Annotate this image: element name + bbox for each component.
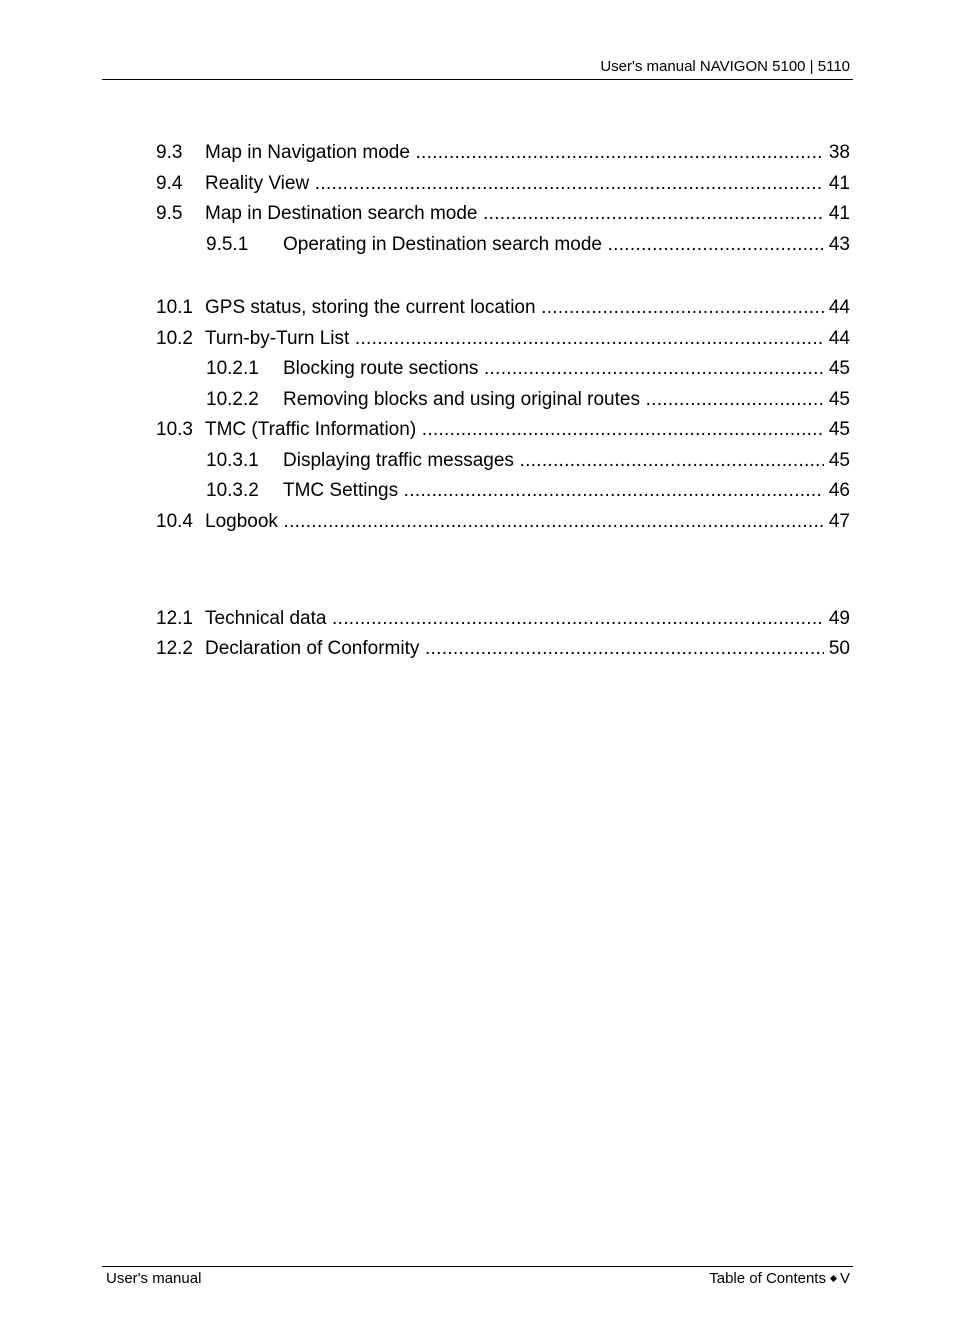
toc-number: 10.1 bbox=[156, 297, 193, 318]
toc-page: 38 bbox=[828, 142, 850, 163]
toc-number: 10.2.2 bbox=[206, 389, 259, 410]
toc-title: Map in Navigation mode ..... bbox=[205, 141, 824, 165]
toc-page: 44 bbox=[828, 328, 850, 349]
toc-subentry[interactable] bbox=[156, 479, 850, 503]
toc-number: 10.3 bbox=[156, 419, 193, 440]
toc-number: 12.1 bbox=[156, 608, 193, 629]
toc-title: Declaration of Conformity ..... bbox=[205, 637, 824, 661]
footer-section: Table of Contents bbox=[709, 1270, 826, 1287]
toc-title: TMC (Traffic Information) ..... bbox=[205, 418, 824, 442]
toc-number: 9.5.1 bbox=[206, 234, 249, 255]
toc-page: 46 bbox=[828, 480, 850, 501]
toc-number: 10.2 bbox=[156, 328, 193, 349]
toc-entry[interactable] bbox=[156, 327, 850, 351]
toc-title: Technical data ..... bbox=[205, 607, 824, 631]
toc-page: 41 bbox=[828, 173, 850, 194]
toc-number: 12.2 bbox=[156, 638, 193, 659]
toc-page: 43 bbox=[828, 234, 850, 255]
toc-title: Map in Destination search mode ..... bbox=[205, 202, 824, 226]
toc-number: 10.2.1 bbox=[206, 358, 259, 379]
toc-page: 44 bbox=[828, 297, 850, 318]
toc-number: 9.3 bbox=[156, 142, 183, 163]
toc-page: 49 bbox=[828, 608, 850, 629]
running-header: User's manual NAVIGON 5100 | 5110 bbox=[600, 58, 850, 75]
toc-title: TMC Settings ..... bbox=[283, 479, 824, 503]
toc-number: 10.3.2 bbox=[206, 480, 259, 501]
running-footer-left: User's manual bbox=[106, 1270, 202, 1287]
toc-title: GPS status, storing the current location ..... bbox=[205, 296, 824, 320]
page-number: V bbox=[839, 1270, 850, 1287]
toc-entry[interactable] bbox=[156, 202, 850, 226]
toc-entry[interactable] bbox=[156, 296, 850, 320]
running-footer-right bbox=[709, 1270, 850, 1288]
toc-entry[interactable] bbox=[156, 607, 850, 631]
toc-subentry[interactable] bbox=[156, 388, 850, 412]
toc-subentry[interactable] bbox=[156, 449, 850, 473]
toc-entry[interactable] bbox=[156, 637, 850, 661]
toc-number: 9.4 bbox=[156, 173, 183, 194]
toc-subentry[interactable] bbox=[156, 357, 850, 381]
diamond-icon bbox=[830, 1274, 837, 1281]
toc-page: 45 bbox=[828, 358, 850, 379]
toc-page: 45 bbox=[828, 450, 850, 471]
toc-page: 41 bbox=[828, 203, 850, 224]
toc-subentry[interactable] bbox=[156, 233, 850, 257]
toc-page: 50 bbox=[828, 638, 850, 659]
toc-number: 10.4 bbox=[156, 511, 193, 532]
footer-rule bbox=[102, 1266, 853, 1267]
toc-entry[interactable] bbox=[156, 172, 850, 196]
toc-entry[interactable] bbox=[156, 418, 850, 442]
toc-title: Displaying traffic messages ..... bbox=[283, 449, 824, 473]
toc-title: Operating in Destination search mode ..... bbox=[283, 233, 824, 257]
header-rule bbox=[102, 79, 853, 80]
toc-entry[interactable] bbox=[156, 510, 850, 534]
toc-number: 9.5 bbox=[156, 203, 183, 224]
toc-entry[interactable] bbox=[156, 141, 850, 165]
toc-page: 45 bbox=[828, 389, 850, 410]
toc-number: 10.3.1 bbox=[206, 450, 259, 471]
toc-title: Removing blocks and using original routes ..... bbox=[283, 388, 824, 412]
toc-title: Logbook ..... bbox=[205, 510, 824, 534]
toc-title: Turn-by-Turn List ..... bbox=[205, 327, 824, 351]
toc-page: 45 bbox=[828, 419, 850, 440]
toc-title: Blocking route sections ..... bbox=[283, 357, 824, 381]
toc-title: Reality View ..... bbox=[205, 172, 824, 196]
toc-page: 47 bbox=[828, 511, 850, 532]
